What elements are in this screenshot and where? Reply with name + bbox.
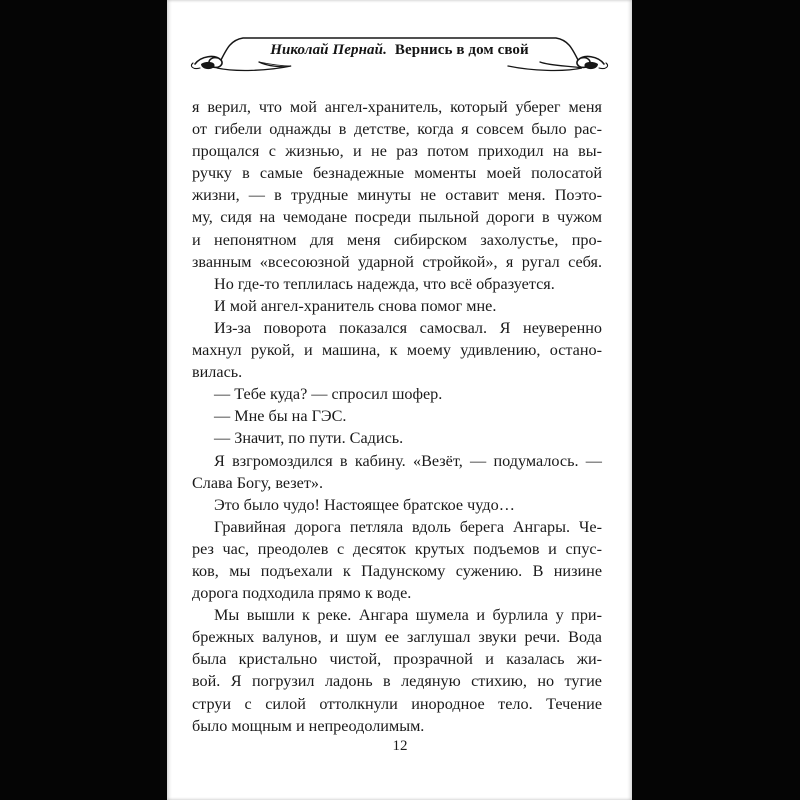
text-line: была кристально чистой, прозрачной и казалась жи- bbox=[192, 650, 602, 669]
running-head-title: Вернись в дом свой bbox=[394, 42, 529, 58]
text-line: вилась. bbox=[192, 363, 243, 382]
text-line: Я взгромоздился в кабину. «Везёт, — подумалось. — bbox=[214, 451, 602, 470]
page-number: 12 bbox=[392, 738, 408, 754]
text-line: вой. Я погрузил ладонь в ледяную стихию, но тугие bbox=[192, 672, 602, 691]
text-line: прощался с жизнью, и не раз потом приходил на вы- bbox=[192, 142, 602, 161]
text-line: Но где-то теплилась надежда, что всё образуется. bbox=[214, 274, 555, 293]
right-background bbox=[632, 0, 800, 800]
running-head-author: Николай Пернай. bbox=[270, 42, 387, 58]
text-line: — Мне бы на ГЭС. bbox=[214, 407, 347, 426]
text-line: Слава Богу, везет». bbox=[192, 473, 324, 492]
running-head bbox=[187, 30, 612, 74]
left-background bbox=[0, 0, 167, 800]
text-line: му, сидя на чемодане посреди пыльной дороги в чужом bbox=[192, 208, 602, 227]
text-line: жизни, — в трудные минуты не оставит меня. Поэто- bbox=[192, 186, 602, 205]
text-line: Гравийная дорога петляла вдоль берега Ангары. Че- bbox=[214, 517, 602, 536]
text-line: брежных валунов, и шум ее заглушал звуки речи. Вода bbox=[192, 628, 602, 647]
text-line: Из-за поворота показался самосвал. Я неуверенно bbox=[214, 318, 602, 337]
text-line: ручку в самые безнадежные моменты моей полосатой bbox=[192, 164, 602, 183]
text-line: Это было чудо! Настоящее братское чудо… bbox=[214, 495, 515, 514]
body-text bbox=[192, 96, 602, 737]
text-line: — Тебе куда? — спросил шофер. bbox=[214, 385, 443, 404]
text-line: было мощным и непреодолимым. bbox=[192, 716, 425, 735]
running-head-text bbox=[187, 42, 612, 59]
text-line: ков, мы подъехали к Падунскому сужению. В низине bbox=[192, 561, 602, 580]
text-line: и непонятном для меня сибирском захолустье, про- bbox=[192, 230, 602, 249]
text-line: званным «всесоюзной ударной стройкой», я ругал себя. bbox=[192, 252, 602, 271]
text-line: И мой ангел-хранитель снова помог мне. bbox=[214, 296, 497, 315]
text-line: я верил, что мой ангел-хранитель, который уберег меня bbox=[192, 98, 602, 116]
text-line: махнул рукой, и машина, к моему удивлению, остано- bbox=[192, 341, 602, 360]
text-line: струи с силой оттолкнули инородное тело. Течение bbox=[192, 694, 602, 713]
text-line: дорога подходила прямо к воде. bbox=[192, 584, 412, 603]
text-line: от гибели однажды в детстве, когда я совсем было рас- bbox=[192, 120, 602, 139]
text-line: рез час, преодолев с десяток крутых подъемов и спус- bbox=[192, 539, 602, 558]
text-line: Мы вышли к реке. Ангара шумела и бурлила у при- bbox=[214, 606, 602, 625]
text-line: — Значит, по пути. Садись. bbox=[214, 429, 404, 448]
